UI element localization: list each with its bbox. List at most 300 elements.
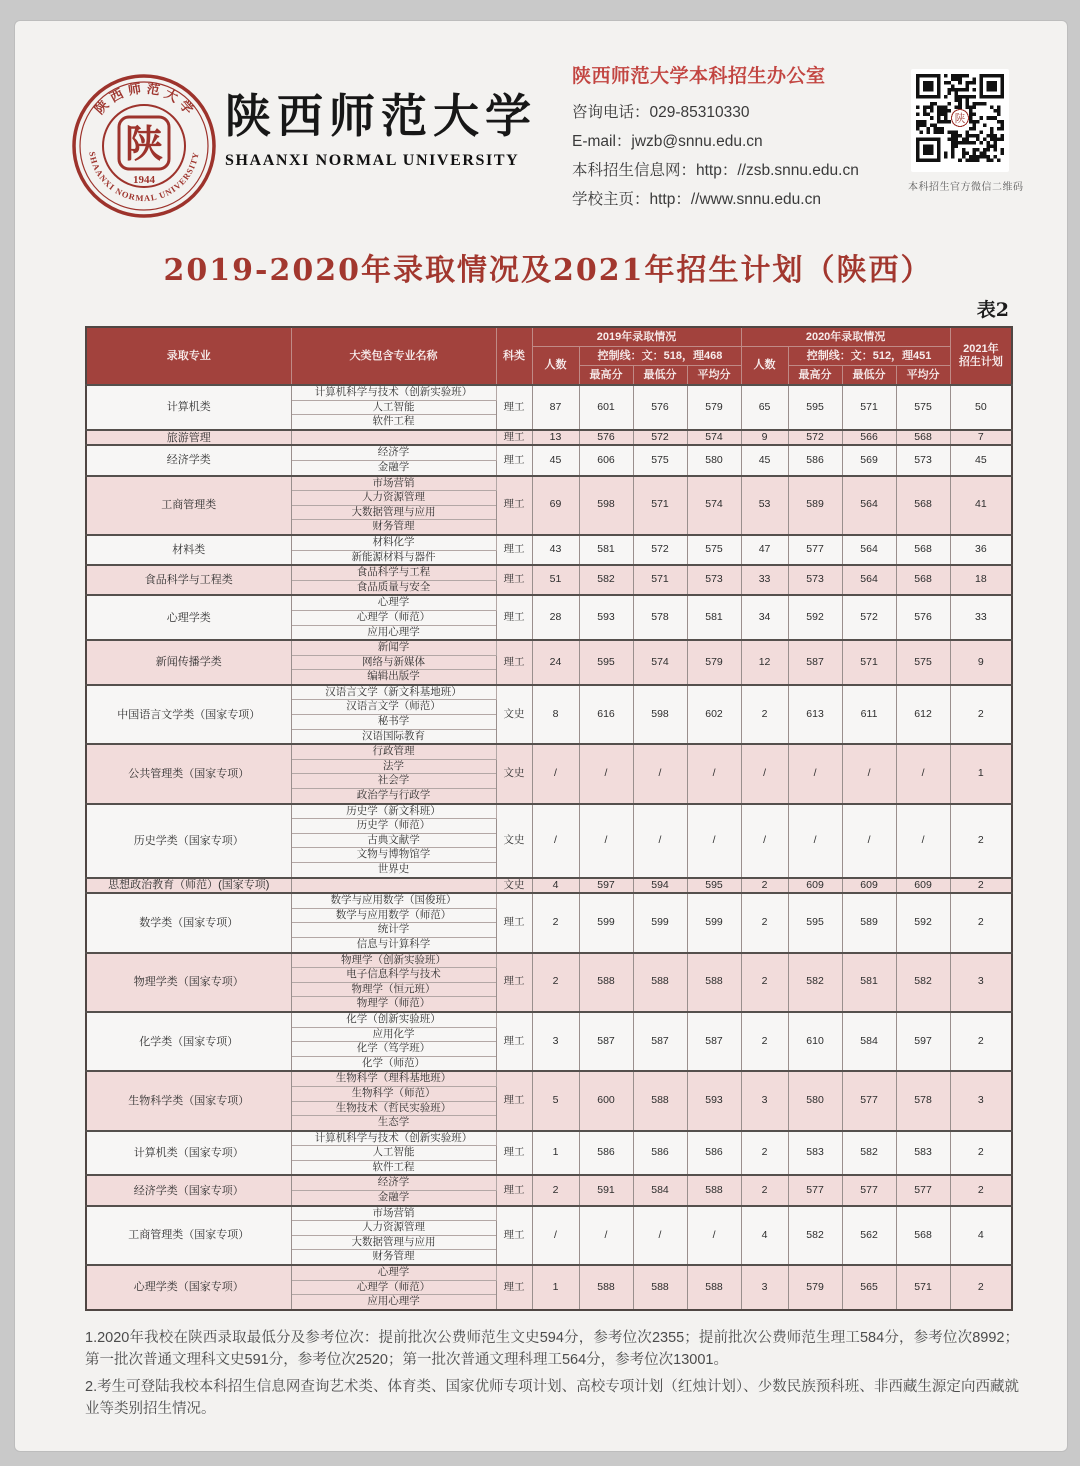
sub-major-cell: 生物技术（哲民实验班） bbox=[291, 1101, 496, 1116]
min-2020-cell: 589 bbox=[842, 893, 896, 952]
major-cell: 心理学类（国家专项） bbox=[86, 1265, 291, 1310]
col-header-min-2020: 最低分 bbox=[842, 366, 896, 386]
plan-2021-cell: 50 bbox=[950, 385, 1012, 430]
sub-major-cell: 心理学 bbox=[291, 1265, 496, 1280]
sub-major-cell: 计算机科学与技术（创新实验班） bbox=[291, 1131, 496, 1146]
max-2019-cell: / bbox=[579, 744, 633, 803]
min-2020-cell: 581 bbox=[842, 953, 896, 1012]
avg-2019-cell: 588 bbox=[687, 953, 741, 1012]
count-2020-cell: / bbox=[741, 804, 788, 878]
subject-cell: 理工 bbox=[496, 1071, 532, 1130]
count-2019-cell: 2 bbox=[532, 1175, 579, 1205]
sub-major-cell: 历史学（新文科班） bbox=[291, 804, 496, 819]
sub-major-cell: 软件工程 bbox=[291, 415, 496, 430]
avg-2020-cell: 582 bbox=[896, 953, 950, 1012]
sub-major-cell: 生物科学（理科基地班） bbox=[291, 1071, 496, 1086]
seal-arc-bottom-text: SHAANXI NORMAL UNIVERSITY bbox=[87, 150, 201, 204]
sub-major-cell: 人力资源管理 bbox=[291, 491, 496, 506]
min-2019-cell: / bbox=[633, 804, 687, 878]
min-2019-cell: 572 bbox=[633, 430, 687, 446]
avg-2020-cell: 597 bbox=[896, 1012, 950, 1071]
count-2019-cell: 69 bbox=[532, 476, 579, 535]
avg-2019-cell: 580 bbox=[687, 445, 741, 475]
table-row bbox=[86, 476, 1012, 491]
col-header-2020: 2020年录取情况 bbox=[741, 327, 950, 347]
major-cell: 化学类（国家专项） bbox=[86, 1012, 291, 1071]
seal-year: 1944 bbox=[133, 174, 155, 186]
major-cell: 经济学类 bbox=[86, 445, 291, 475]
col-header-count-2019: 人数 bbox=[532, 347, 579, 386]
min-2019-cell: 571 bbox=[633, 565, 687, 595]
col-header-max-2020: 最高分 bbox=[788, 366, 842, 386]
subject-cell: 理工 bbox=[496, 893, 532, 952]
subject-cell: 理工 bbox=[496, 595, 532, 640]
subject-cell: 理工 bbox=[496, 1265, 532, 1310]
max-2019-cell: 581 bbox=[579, 535, 633, 565]
sub-major-cell: 化学（师范） bbox=[291, 1056, 496, 1071]
sub-major-cell: 历史学（师范） bbox=[291, 819, 496, 834]
avg-2020-cell: 578 bbox=[896, 1071, 950, 1130]
avg-2020-cell: 573 bbox=[896, 445, 950, 475]
plan-2021-cell: 18 bbox=[950, 565, 1012, 595]
sub-major-cell: 化学（创新实验班） bbox=[291, 1012, 496, 1027]
max-2019-cell: 600 bbox=[579, 1071, 633, 1130]
subject-cell: 理工 bbox=[496, 1131, 532, 1176]
major-cell: 中国语言文学类（国家专项） bbox=[86, 685, 291, 744]
sub-major-cell: 食品科学与工程 bbox=[291, 565, 496, 580]
max-2020-cell: 582 bbox=[788, 1206, 842, 1265]
count-2019-cell: 5 bbox=[532, 1071, 579, 1130]
avg-2019-cell: 588 bbox=[687, 1265, 741, 1310]
max-2020-cell: 613 bbox=[788, 685, 842, 744]
count-2019-cell: 13 bbox=[532, 430, 579, 446]
table-row bbox=[86, 1131, 1012, 1146]
sub-major-cell: 生物科学（师范） bbox=[291, 1086, 496, 1101]
min-2020-cell: 564 bbox=[842, 565, 896, 595]
sub-major-cell: 大数据管理与应用 bbox=[291, 1235, 496, 1250]
max-2019-cell: 586 bbox=[579, 1131, 633, 1176]
min-2019-cell: 575 bbox=[633, 445, 687, 475]
plan-2021-cell: 2 bbox=[950, 878, 1012, 894]
count-2019-cell: 8 bbox=[532, 685, 579, 744]
plan-2021-cell: 2 bbox=[950, 1131, 1012, 1176]
contact-email: E-mail：jwzb@snnu.edu.cn bbox=[572, 133, 763, 150]
avg-2019-cell: 574 bbox=[687, 430, 741, 446]
count-2019-cell: / bbox=[532, 1206, 579, 1265]
min-2020-cell: 577 bbox=[842, 1175, 896, 1205]
admissions-table bbox=[85, 326, 1013, 1311]
sub-major-cell: 食品质量与安全 bbox=[291, 580, 496, 595]
sub-major-cell: 计算机科学与技术（创新实验班） bbox=[291, 385, 496, 400]
admissions-office-title: 陕西师范大学本科招生办公室 bbox=[572, 66, 826, 87]
plan-2021-cell: 2 bbox=[950, 893, 1012, 952]
avg-2019-cell: 602 bbox=[687, 685, 741, 744]
sub-major-cell: 物理学（师范） bbox=[291, 997, 496, 1012]
col-header-sub-majors: 大类包含专业名称 bbox=[291, 327, 496, 385]
avg-2020-cell: 568 bbox=[896, 476, 950, 535]
major-cell: 食品科学与工程类 bbox=[86, 565, 291, 595]
count-2020-cell: 2 bbox=[741, 953, 788, 1012]
sub-major-cell: 法学 bbox=[291, 759, 496, 774]
major-cell: 材料类 bbox=[86, 535, 291, 565]
table-row bbox=[86, 878, 1012, 894]
max-2020-cell: 579 bbox=[788, 1265, 842, 1310]
major-cell: 物理学类（国家专项） bbox=[86, 953, 291, 1012]
min-2019-cell: 578 bbox=[633, 595, 687, 640]
sub-major-cell: 大数据管理与应用 bbox=[291, 505, 496, 520]
footnote-1: 1.2020年我校在陕西录取最低分及参考位次：提前批次公费师范生文史594分，参考位次2355；提前批次公费师范生理工584分，参考位次8992；第一批次普通文理科文史591分，参考位次2520；第一批次普通文理科理工564分，参考位次13001。 bbox=[85, 1329, 1019, 1369]
min-2020-cell: / bbox=[842, 744, 896, 803]
avg-2019-cell: / bbox=[687, 744, 741, 803]
col-header-plan-2021 bbox=[950, 327, 1012, 385]
table-row bbox=[86, 804, 1012, 819]
avg-2020-cell: 568 bbox=[896, 430, 950, 446]
plan-2021-cell: 41 bbox=[950, 476, 1012, 535]
count-2020-cell: 12 bbox=[741, 640, 788, 685]
avg-2019-cell: 573 bbox=[687, 565, 741, 595]
contact-phone: 咨询电话：029-85310330 bbox=[572, 104, 750, 121]
major-cell: 公共管理类（国家专项） bbox=[86, 744, 291, 803]
count-2019-cell: 28 bbox=[532, 595, 579, 640]
table-row bbox=[86, 565, 1012, 580]
avg-2020-cell: 568 bbox=[896, 565, 950, 595]
subject-cell: 理工 bbox=[496, 1175, 532, 1205]
sub-major-cell: 应用心理学 bbox=[291, 1295, 496, 1310]
max-2020-cell: 577 bbox=[788, 1175, 842, 1205]
sub-major-cell: 电子信息科学与技术 bbox=[291, 968, 496, 983]
table-row bbox=[86, 953, 1012, 968]
max-2019-cell: 606 bbox=[579, 445, 633, 475]
sub-major-cell: 金融学 bbox=[291, 1191, 496, 1206]
count-2020-cell: 2 bbox=[741, 1012, 788, 1071]
max-2019-cell: 582 bbox=[579, 565, 633, 595]
sub-major-cell: 行政管理 bbox=[291, 744, 496, 759]
avg-2020-cell: 568 bbox=[896, 1206, 950, 1265]
max-2020-cell: 572 bbox=[788, 430, 842, 446]
sub-major-cell: 经济学 bbox=[291, 1175, 496, 1190]
avg-2020-cell: 592 bbox=[896, 893, 950, 952]
table-row bbox=[86, 744, 1012, 759]
seal-arc-top-text: 陕 西 师 范 大 学 bbox=[92, 81, 196, 118]
sub-major-cell: 人工智能 bbox=[291, 1146, 496, 1161]
count-2019-cell: 1 bbox=[532, 1265, 579, 1310]
sub-major-cell: 编辑出版学 bbox=[291, 670, 496, 685]
table-header bbox=[86, 327, 1012, 385]
avg-2019-cell: 587 bbox=[687, 1012, 741, 1071]
min-2020-cell: / bbox=[842, 804, 896, 878]
min-2019-cell: 594 bbox=[633, 878, 687, 894]
contact-homepage: 学校主页：http：//www.snnu.edu.cn bbox=[572, 191, 821, 208]
avg-2019-cell: 579 bbox=[687, 385, 741, 430]
min-2020-cell: 565 bbox=[842, 1265, 896, 1310]
plan-header-line2: 招生计划 bbox=[958, 356, 1003, 368]
table-row bbox=[86, 1012, 1012, 1027]
sub-major-cell: 财务管理 bbox=[291, 520, 496, 535]
sub-major-cell: 政治学与行政学 bbox=[291, 789, 496, 804]
sub-major-cell: 社会学 bbox=[291, 774, 496, 789]
plan-2021-cell: 7 bbox=[950, 430, 1012, 446]
table-label: 表2 bbox=[976, 299, 1009, 321]
max-2019-cell: / bbox=[579, 804, 633, 878]
avg-2019-cell: 588 bbox=[687, 1175, 741, 1205]
plan-2021-cell: 4 bbox=[950, 1206, 1012, 1265]
max-2020-cell: 592 bbox=[788, 595, 842, 640]
avg-2019-cell: 579 bbox=[687, 640, 741, 685]
sub-major-cell: 心理学（师范） bbox=[291, 610, 496, 625]
subject-cell: 理工 bbox=[496, 565, 532, 595]
plan-2021-cell: 2 bbox=[950, 804, 1012, 878]
min-2020-cell: 577 bbox=[842, 1071, 896, 1130]
sub-major-cell: 汉语言文学（师范） bbox=[291, 700, 496, 715]
count-2019-cell: 1 bbox=[532, 1131, 579, 1176]
col-header-2019: 2019年录取情况 bbox=[532, 327, 741, 347]
plan-2021-cell: 45 bbox=[950, 445, 1012, 475]
table-row bbox=[86, 1071, 1012, 1086]
count-2019-cell: 4 bbox=[532, 878, 579, 894]
min-2019-cell: 598 bbox=[633, 685, 687, 744]
sub-major-cell: 世界史 bbox=[291, 863, 496, 878]
sub-major-cell: 新闻学 bbox=[291, 640, 496, 655]
major-cell: 计算机类 bbox=[86, 385, 291, 430]
subject-cell: 文史 bbox=[496, 878, 532, 894]
subject-cell: 理工 bbox=[496, 1206, 532, 1265]
count-2020-cell: 2 bbox=[741, 1175, 788, 1205]
count-2020-cell: 53 bbox=[741, 476, 788, 535]
subject-cell: 理工 bbox=[496, 640, 532, 685]
plan-2021-cell: 3 bbox=[950, 1071, 1012, 1130]
avg-2019-cell: 599 bbox=[687, 893, 741, 952]
sub-major-cell: 汉语言文学（新文科基地班） bbox=[291, 685, 496, 700]
count-2019-cell: 2 bbox=[532, 953, 579, 1012]
sub-major-cell: 市场营销 bbox=[291, 1206, 496, 1221]
max-2020-cell: / bbox=[788, 804, 842, 878]
subject-cell: 文史 bbox=[496, 744, 532, 803]
min-2020-cell: 564 bbox=[842, 476, 896, 535]
table-row bbox=[86, 430, 1012, 446]
sub-major-cell: 汉语国际教育 bbox=[291, 729, 496, 744]
min-2019-cell: 588 bbox=[633, 1071, 687, 1130]
count-2019-cell: 43 bbox=[532, 535, 579, 565]
max-2019-cell: 599 bbox=[579, 893, 633, 952]
avg-2020-cell: 577 bbox=[896, 1175, 950, 1205]
plan-2021-cell: 33 bbox=[950, 595, 1012, 640]
count-2019-cell: 2 bbox=[532, 893, 579, 952]
footnote-2: 2.考生可登陆我校本科招生信息网查询艺术类、体育类、国家优师专项计划、高校专项计划（红烛计划）、少数民族预科班、非西藏生源定向西藏就业等类别招生情况。 bbox=[85, 1378, 1019, 1418]
col-header-count-2020: 人数 bbox=[741, 347, 788, 386]
sub-major-cell: 心理学（师范） bbox=[291, 1280, 496, 1295]
max-2020-cell: 583 bbox=[788, 1131, 842, 1176]
plan-2021-cell: 2 bbox=[950, 1175, 1012, 1205]
min-2019-cell: 588 bbox=[633, 1265, 687, 1310]
max-2020-cell: 610 bbox=[788, 1012, 842, 1071]
min-2019-cell: / bbox=[633, 744, 687, 803]
subject-cell: 文史 bbox=[496, 804, 532, 878]
col-header-max-2019: 最高分 bbox=[579, 366, 633, 386]
max-2019-cell: 593 bbox=[579, 595, 633, 640]
max-2019-cell: 595 bbox=[579, 640, 633, 685]
min-2019-cell: 586 bbox=[633, 1131, 687, 1176]
sub-major-cell: 应用化学 bbox=[291, 1027, 496, 1042]
major-cell: 生物科学类（国家专项） bbox=[86, 1071, 291, 1130]
sub-major-cell: 应用心理学 bbox=[291, 625, 496, 640]
sub-major-cell: 材料化学 bbox=[291, 535, 496, 550]
max-2019-cell: 601 bbox=[579, 385, 633, 430]
plan-2021-cell: 9 bbox=[950, 640, 1012, 685]
max-2019-cell: 588 bbox=[579, 953, 633, 1012]
avg-2019-cell: / bbox=[687, 1206, 741, 1265]
major-cell: 心理学类 bbox=[86, 595, 291, 640]
sub-major-cell: 古典文献学 bbox=[291, 833, 496, 848]
count-2020-cell: 2 bbox=[741, 878, 788, 894]
min-2019-cell: 587 bbox=[633, 1012, 687, 1071]
max-2020-cell: 577 bbox=[788, 535, 842, 565]
col-header-min-2019: 最低分 bbox=[633, 366, 687, 386]
subject-cell: 理工 bbox=[496, 476, 532, 535]
count-2020-cell: 33 bbox=[741, 565, 788, 595]
sub-major-cell: 物理学（创新实验班） bbox=[291, 953, 496, 968]
count-2020-cell: / bbox=[741, 744, 788, 803]
qr-code-block bbox=[908, 69, 1024, 193]
sub-major-cell: 新能源材料与器件 bbox=[291, 550, 496, 565]
min-2019-cell: 572 bbox=[633, 535, 687, 565]
min-2020-cell: 611 bbox=[842, 685, 896, 744]
max-2020-cell: 586 bbox=[788, 445, 842, 475]
min-2019-cell: 574 bbox=[633, 640, 687, 685]
page-title: 2019-2020年录取情况及2021年招生计划（陕西） bbox=[163, 253, 933, 288]
qr-caption: 本科招生官方微信二维码 bbox=[908, 182, 1024, 193]
major-cell: 经济学类（国家专项） bbox=[86, 1175, 291, 1205]
major-cell: 新闻传播学类 bbox=[86, 640, 291, 685]
count-2019-cell: 3 bbox=[532, 1012, 579, 1071]
max-2020-cell: 580 bbox=[788, 1071, 842, 1130]
max-2019-cell: / bbox=[579, 1206, 633, 1265]
count-2019-cell: 45 bbox=[532, 445, 579, 475]
avg-2020-cell: 571 bbox=[896, 1265, 950, 1310]
min-2019-cell: 576 bbox=[633, 385, 687, 430]
avg-2019-cell: 575 bbox=[687, 535, 741, 565]
sub-major-cell bbox=[291, 878, 496, 894]
avg-2019-cell: 574 bbox=[687, 476, 741, 535]
plan-2021-cell: 2 bbox=[950, 1265, 1012, 1310]
major-cell: 工商管理类 bbox=[86, 476, 291, 535]
sub-major-cell: 人力资源管理 bbox=[291, 1221, 496, 1236]
avg-2020-cell: 575 bbox=[896, 385, 950, 430]
major-cell: 旅游管理 bbox=[86, 430, 291, 446]
subject-cell: 文史 bbox=[496, 685, 532, 744]
sub-major-cell: 网络与新媒体 bbox=[291, 655, 496, 670]
count-2020-cell: 3 bbox=[741, 1071, 788, 1130]
sub-major-cell: 金融学 bbox=[291, 460, 496, 475]
subject-cell: 理工 bbox=[496, 535, 532, 565]
subject-cell: 理工 bbox=[496, 445, 532, 475]
col-header-subject: 科类 bbox=[496, 327, 532, 385]
min-2019-cell: / bbox=[633, 1206, 687, 1265]
min-2020-cell: 571 bbox=[842, 640, 896, 685]
count-2019-cell: / bbox=[532, 804, 579, 878]
avg-2020-cell: 576 bbox=[896, 595, 950, 640]
major-cell: 数学类（国家专项） bbox=[86, 893, 291, 952]
subject-cell: 理工 bbox=[496, 430, 532, 446]
max-2019-cell: 576 bbox=[579, 430, 633, 446]
col-header-avg-2020: 平均分 bbox=[896, 366, 950, 386]
count-2020-cell: 2 bbox=[741, 685, 788, 744]
min-2020-cell: 569 bbox=[842, 445, 896, 475]
min-2019-cell: 588 bbox=[633, 953, 687, 1012]
min-2020-cell: 609 bbox=[842, 878, 896, 894]
subject-cell: 理工 bbox=[496, 953, 532, 1012]
plan-2021-cell: 3 bbox=[950, 953, 1012, 1012]
sub-major-cell: 财务管理 bbox=[291, 1250, 496, 1265]
university-name-en: SHAANXI NORMAL UNIVERSITY bbox=[225, 151, 520, 169]
major-cell: 历史学类（国家专项） bbox=[86, 804, 291, 878]
contact-block bbox=[572, 61, 902, 214]
count-2020-cell: 3 bbox=[741, 1265, 788, 1310]
avg-2019-cell: 595 bbox=[687, 878, 741, 894]
max-2020-cell: / bbox=[788, 744, 842, 803]
sub-major-cell: 化学（笃学班） bbox=[291, 1042, 496, 1057]
university-name-cn: 陕西师范大学 bbox=[225, 89, 537, 143]
major-cell: 思想政治教育（师范）(国家专项) bbox=[86, 878, 291, 894]
plan-2021-cell: 36 bbox=[950, 535, 1012, 565]
plan-2021-cell: 2 bbox=[950, 685, 1012, 744]
max-2019-cell: 616 bbox=[579, 685, 633, 744]
university-seal-icon bbox=[71, 73, 217, 219]
min-2020-cell: 572 bbox=[842, 595, 896, 640]
min-2019-cell: 599 bbox=[633, 893, 687, 952]
count-2020-cell: 4 bbox=[741, 1206, 788, 1265]
col-header-cutoff-2019: 控制线：文：518，理468 bbox=[579, 347, 741, 366]
footnotes bbox=[85, 1327, 1019, 1421]
table-row bbox=[86, 385, 1012, 400]
sub-major-cell: 生态学 bbox=[291, 1116, 496, 1131]
min-2020-cell: 584 bbox=[842, 1012, 896, 1071]
count-2020-cell: 47 bbox=[741, 535, 788, 565]
max-2020-cell: 582 bbox=[788, 953, 842, 1012]
avg-2020-cell: 575 bbox=[896, 640, 950, 685]
sub-major-cell: 信息与计算科学 bbox=[291, 937, 496, 952]
subject-cell: 理工 bbox=[496, 1012, 532, 1071]
count-2020-cell: 9 bbox=[741, 430, 788, 446]
sub-major-cell bbox=[291, 430, 496, 446]
count-2020-cell: 2 bbox=[741, 1131, 788, 1176]
contact-admissions-site: 本科招生信息网：http：//zsb.snnu.edu.cn bbox=[572, 162, 859, 179]
max-2020-cell: 609 bbox=[788, 878, 842, 894]
count-2019-cell: 24 bbox=[532, 640, 579, 685]
max-2019-cell: 597 bbox=[579, 878, 633, 894]
min-2020-cell: 564 bbox=[842, 535, 896, 565]
avg-2020-cell: 568 bbox=[896, 535, 950, 565]
min-2020-cell: 566 bbox=[842, 430, 896, 446]
seal-center-char: 陕 bbox=[124, 121, 164, 166]
avg-2020-cell: / bbox=[896, 744, 950, 803]
svg-text:陕: 陕 bbox=[954, 112, 966, 125]
max-2019-cell: 588 bbox=[579, 1265, 633, 1310]
sub-major-cell: 统计学 bbox=[291, 923, 496, 938]
avg-2020-cell: 612 bbox=[896, 685, 950, 744]
qr-code-icon bbox=[911, 69, 1009, 172]
max-2020-cell: 595 bbox=[788, 893, 842, 952]
table-row bbox=[86, 1175, 1012, 1190]
min-2019-cell: 584 bbox=[633, 1175, 687, 1205]
table-row bbox=[86, 1265, 1012, 1280]
sub-major-cell: 秘书学 bbox=[291, 715, 496, 730]
subject-cell: 理工 bbox=[496, 385, 532, 430]
avg-2019-cell: 593 bbox=[687, 1071, 741, 1130]
sub-major-cell: 软件工程 bbox=[291, 1160, 496, 1175]
university-name-block bbox=[225, 83, 545, 170]
sub-major-cell: 物理学（恒元班） bbox=[291, 982, 496, 997]
min-2020-cell: 562 bbox=[842, 1206, 896, 1265]
